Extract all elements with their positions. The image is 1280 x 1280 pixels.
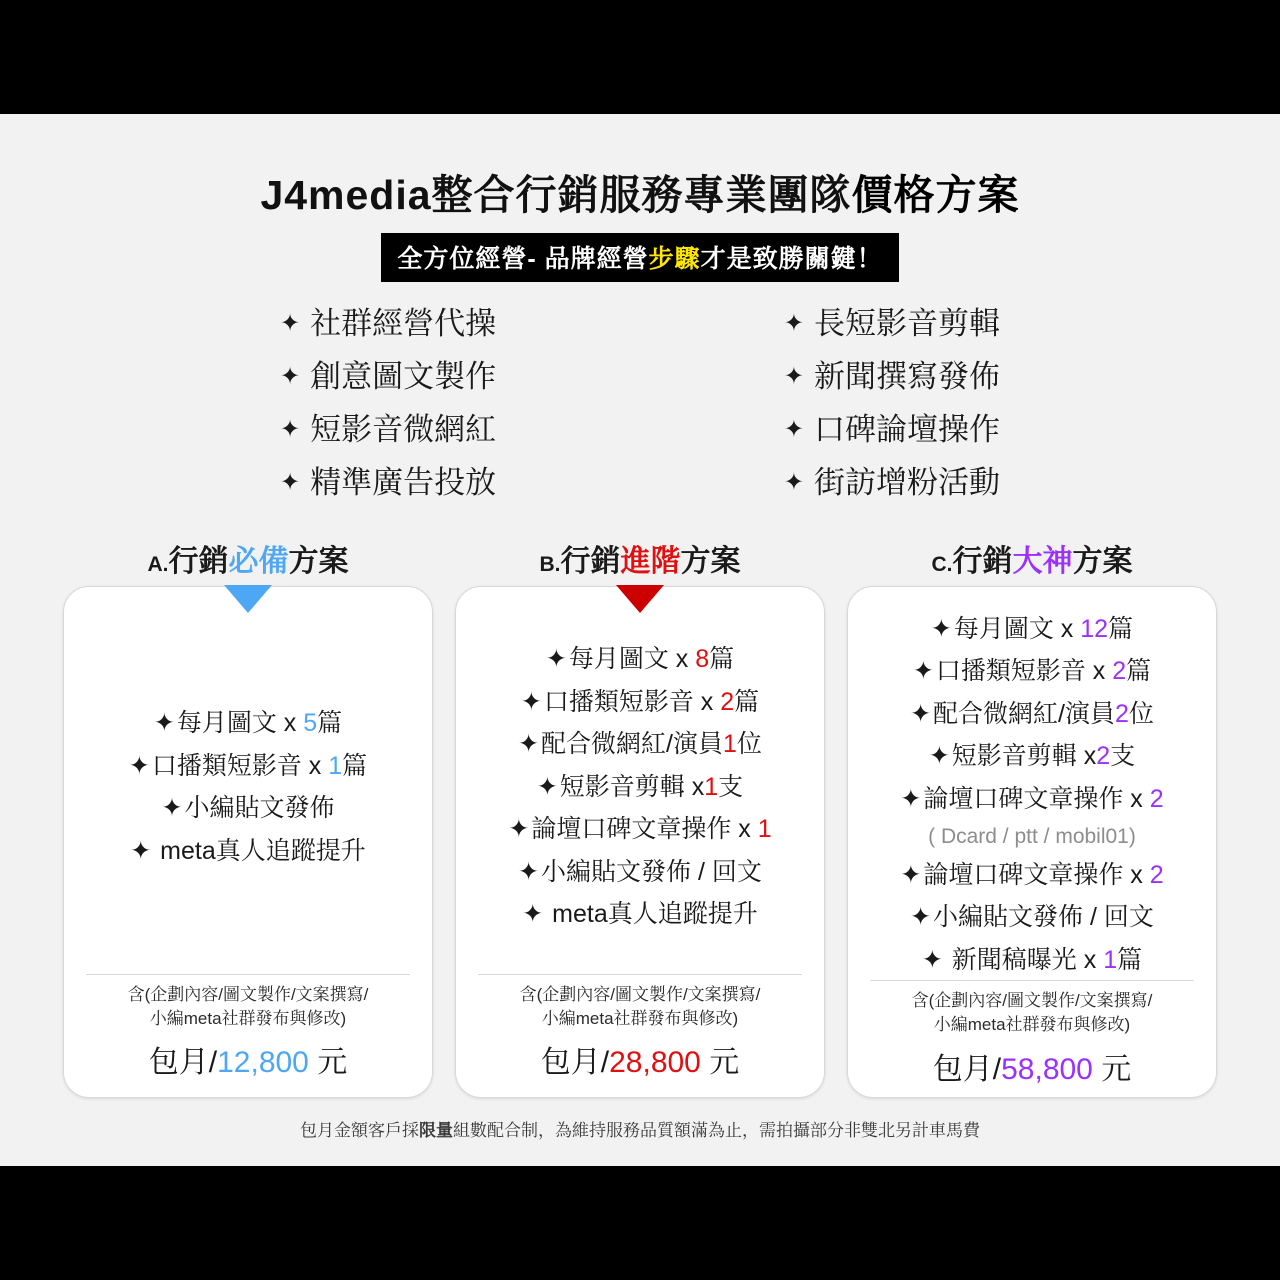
feature-text: 論壇口碑文章操作 x xyxy=(531,815,758,844)
feature-number: 2 xyxy=(1149,860,1164,889)
service-item xyxy=(784,461,1000,506)
diamond-bullet-icon: ✦ xyxy=(910,699,932,728)
feature-text: 短影音剪輯 x xyxy=(951,742,1097,771)
plan-feature xyxy=(162,788,335,829)
plan-feature xyxy=(521,682,759,723)
plan-a-keyword: 必備 xyxy=(228,544,289,578)
price-prefix: 包月/ xyxy=(540,1045,610,1079)
diamond-bullet-icon: ✦ xyxy=(518,857,540,886)
plan-c-price xyxy=(870,1044,1194,1088)
service-item xyxy=(280,355,496,400)
feature-text: 每月圖文 x xyxy=(953,614,1081,643)
plan-feature xyxy=(130,831,366,872)
feature-text: 口播類短影音 x xyxy=(543,687,721,716)
plan-b-body xyxy=(455,586,825,1098)
feature-text: 小編貼文發佈 xyxy=(184,794,335,823)
plan-c-head-post: 方案 xyxy=(1072,544,1133,578)
plan-feature xyxy=(900,779,1163,820)
feature-tail: 篇 xyxy=(1108,614,1134,643)
feature-text: 論壇口碑文章操作 x xyxy=(923,784,1150,813)
diamond-bullet-icon: ✦ xyxy=(518,730,540,759)
plan-c-head-pre: 行銷 xyxy=(952,544,1013,578)
service-label: 精準廣告投放 xyxy=(310,464,497,500)
price-prefix: 包月/ xyxy=(932,1052,1002,1086)
feature-number: 1 xyxy=(328,751,343,780)
feature-number: 1 xyxy=(704,772,719,801)
diamond-bullet-icon: ✦ xyxy=(508,815,530,844)
service-item xyxy=(280,302,496,347)
plan-card-b[interactable] xyxy=(455,536,825,1098)
diamond-bullet-icon: ✦ xyxy=(522,900,544,929)
plan-c-footer xyxy=(848,980,1216,1103)
diamond-bullet-icon: ✦ xyxy=(921,945,943,974)
page-title-main: J4media整合行銷服務專業團隊 xyxy=(260,172,852,218)
diamond-bullet-icon: ✦ xyxy=(783,468,804,496)
feature-tail: 篇 xyxy=(317,709,343,738)
plan-c-letter: C. xyxy=(931,552,953,576)
plan-c-keyword: 大神 xyxy=(1012,544,1073,578)
feature-tail: 篇 xyxy=(1126,657,1152,686)
footnote-post: 組數配合制，為維持服務品質額滿為止，需拍攝部分非雙北另計車馬費 xyxy=(453,1120,980,1140)
plan-b-head-pre: 行銷 xyxy=(560,544,621,578)
feature-text: meta真人追蹤提升 xyxy=(160,836,366,865)
plan-c-features xyxy=(848,587,1216,981)
diamond-bullet-icon: ✦ xyxy=(280,362,301,390)
price-prefix: 包月/ xyxy=(148,1045,218,1079)
subtitle-part1: 全方位經營- 品牌經營 xyxy=(397,245,649,273)
plan-b-note-line2: 小編meta社群發布與修改) xyxy=(541,1008,739,1028)
footnote xyxy=(0,1116,1280,1141)
divider xyxy=(86,974,410,975)
plan-a-head-pre: 行銷 xyxy=(168,544,229,578)
diamond-bullet-icon: ✦ xyxy=(280,468,301,496)
feature-number: 2 xyxy=(720,687,735,716)
plan-feature xyxy=(913,651,1151,692)
plan-feature xyxy=(900,855,1163,896)
plan-feature xyxy=(922,940,1142,981)
plan-feature xyxy=(931,609,1133,650)
plan-card-a[interactable] xyxy=(63,536,433,1098)
pricing-plans xyxy=(0,536,1280,1098)
subtitle-part2: 才是致勝關鍵！ xyxy=(700,245,883,273)
plan-card-c[interactable] xyxy=(847,536,1217,1098)
service-item xyxy=(784,408,1000,453)
diamond-bullet-icon: ✦ xyxy=(900,784,922,813)
subtitle-banner xyxy=(381,233,898,282)
feature-text: 每月圖文 x xyxy=(176,709,304,738)
feature-text: meta真人追蹤提升 xyxy=(552,900,758,929)
feature-tail: 支 xyxy=(718,772,744,801)
plan-a-heading xyxy=(63,536,433,580)
plan-b-letter: B. xyxy=(539,552,561,576)
price-amount: 28,800 xyxy=(609,1045,701,1079)
plan-a-head-post: 方案 xyxy=(288,544,349,578)
price-suffix: 元 xyxy=(700,1045,740,1079)
feature-number: 5 xyxy=(303,709,318,738)
feature-tail: 位 xyxy=(1128,699,1154,728)
plan-a-note-line2: 小編meta社群發布與修改) xyxy=(149,1008,347,1028)
plan-c-heading xyxy=(847,536,1217,580)
diamond-bullet-icon: ✦ xyxy=(280,415,301,443)
service-label: 新聞撰寫發佈 xyxy=(814,358,1000,394)
plan-a-note-line1: 含(企劃內容/圖文製作/文案撰寫/ xyxy=(127,984,369,1004)
price-amount: 12,800 xyxy=(217,1045,309,1079)
feature-tail: 位 xyxy=(736,730,762,759)
slide-canvas xyxy=(0,114,1280,1166)
page-title xyxy=(0,162,1280,221)
feature-text: 口播類短影音 x xyxy=(935,657,1113,686)
plan-b-head-post: 方案 xyxy=(680,544,741,578)
plan-feature xyxy=(522,894,758,935)
diamond-bullet-icon: ✦ xyxy=(536,772,558,801)
plan-b-heading xyxy=(455,536,825,580)
footnote-pre: 包月金額客戶採 xyxy=(300,1120,419,1140)
diamond-bullet-icon: ✦ xyxy=(545,645,567,674)
feature-number: 1 xyxy=(757,815,772,844)
plan-b-keyword: 進階 xyxy=(620,544,681,578)
diamond-bullet-icon: ✦ xyxy=(128,751,150,780)
plan-feature-subnote: ( Dcard / ptt / mobil01) xyxy=(928,825,1136,849)
service-label: 社群經營代操 xyxy=(310,306,497,341)
feature-tail: 支 xyxy=(1110,742,1136,771)
service-label: 口碑論壇操作 xyxy=(814,411,1000,447)
price-suffix: 元 xyxy=(1092,1052,1132,1086)
feature-tail: 篇 xyxy=(709,645,735,674)
diamond-bullet-icon: ✦ xyxy=(783,362,804,390)
plan-c-note-line2: 小編meta社群發布與修改) xyxy=(933,1015,1131,1035)
plan-c-note-line1: 含(企劃內容/圖文製作/文案撰寫/ xyxy=(911,991,1153,1011)
subtitle-container xyxy=(0,233,1280,282)
diamond-bullet-icon: ✦ xyxy=(910,903,932,932)
plan-feature xyxy=(154,703,342,744)
feature-number: 2 xyxy=(1114,699,1129,728)
feature-number: 12 xyxy=(1080,614,1109,643)
diamond-bullet-icon: ✦ xyxy=(900,860,922,889)
plan-b-footer xyxy=(456,974,824,1097)
feature-text: 新聞稿曝光 x xyxy=(951,945,1104,974)
down-arrow-icon xyxy=(616,585,664,613)
diamond-bullet-icon: ✦ xyxy=(783,415,804,443)
plan-b-features xyxy=(456,587,824,974)
diamond-bullet-icon: ✦ xyxy=(912,657,934,686)
plan-c-body xyxy=(847,586,1217,1098)
diamond-bullet-icon: ✦ xyxy=(783,310,804,337)
service-item xyxy=(784,302,1000,347)
feature-text: 每月圖文 x xyxy=(568,645,696,674)
services-column-left xyxy=(280,302,496,506)
diamond-bullet-icon: ✦ xyxy=(161,794,183,823)
down-arrow-icon xyxy=(224,585,272,613)
feature-text: 配合微網紅/演員 xyxy=(541,730,723,759)
subtitle-highlight: 步驟 xyxy=(648,245,701,273)
service-label: 短影音微網紅 xyxy=(310,411,497,447)
plan-feature xyxy=(129,746,367,787)
plan-b-note-line1: 含(企劃內容/圖文製作/文案撰寫/ xyxy=(519,984,761,1004)
plan-feature xyxy=(518,852,762,893)
diamond-bullet-icon: ✦ xyxy=(153,709,175,738)
diamond-bullet-icon: ✦ xyxy=(930,614,952,643)
service-item xyxy=(784,355,1000,400)
feature-text: 口播類短影音 x xyxy=(151,751,329,780)
services-column-right xyxy=(784,302,1000,506)
divider xyxy=(870,980,1194,981)
service-item xyxy=(280,461,496,506)
price-amount: 58,800 xyxy=(1001,1052,1093,1086)
feature-number: 2 xyxy=(1149,784,1164,813)
plan-a-body xyxy=(63,586,433,1098)
feature-tail: 篇 xyxy=(734,687,760,716)
feature-number: 2 xyxy=(1112,657,1127,686)
divider xyxy=(478,974,802,975)
plan-feature xyxy=(537,767,743,808)
plan-a-features xyxy=(64,587,432,974)
feature-number: 1 xyxy=(1103,945,1118,974)
plan-feature xyxy=(929,736,1135,777)
diamond-bullet-icon: ✦ xyxy=(520,687,542,716)
plan-feature xyxy=(910,897,1154,938)
feature-tail: 篇 xyxy=(1117,945,1143,974)
service-label: 長短影音剪輯 xyxy=(814,306,1000,341)
feature-text: 小編貼文發佈 / 回文 xyxy=(541,857,762,886)
plan-feature xyxy=(508,809,771,850)
plan-b-price xyxy=(478,1037,802,1081)
service-item xyxy=(280,408,496,453)
price-suffix: 元 xyxy=(308,1045,348,1079)
feature-number: 1 xyxy=(722,730,737,759)
page-title-accent: 價格方案 xyxy=(851,172,1020,218)
plan-feature xyxy=(910,694,1154,735)
plan-feature xyxy=(518,724,762,765)
footnote-strong: 限量 xyxy=(419,1120,453,1140)
feature-tail: 篇 xyxy=(342,751,368,780)
service-label: 創意圖文製作 xyxy=(310,358,497,394)
diamond-bullet-icon: ✦ xyxy=(928,742,950,771)
services-list xyxy=(280,302,1000,506)
plan-a-letter: A. xyxy=(147,552,169,576)
feature-text: 論壇口碑文章操作 x xyxy=(923,860,1150,889)
plan-a-price xyxy=(86,1037,410,1081)
feature-text: 小編貼文發佈 / 回文 xyxy=(933,903,1154,932)
feature-number: 8 xyxy=(695,645,710,674)
plan-feature xyxy=(546,639,734,680)
feature-text: 短影音剪輯 x xyxy=(559,772,705,801)
feature-text: 配合微網紅/演員 xyxy=(933,699,1115,728)
diamond-bullet-icon: ✦ xyxy=(280,310,301,337)
plan-a-footer xyxy=(64,974,432,1097)
diamond-bullet-icon: ✦ xyxy=(130,836,152,865)
feature-number: 2 xyxy=(1096,742,1111,771)
service-label: 街訪增粉活動 xyxy=(814,464,1000,500)
